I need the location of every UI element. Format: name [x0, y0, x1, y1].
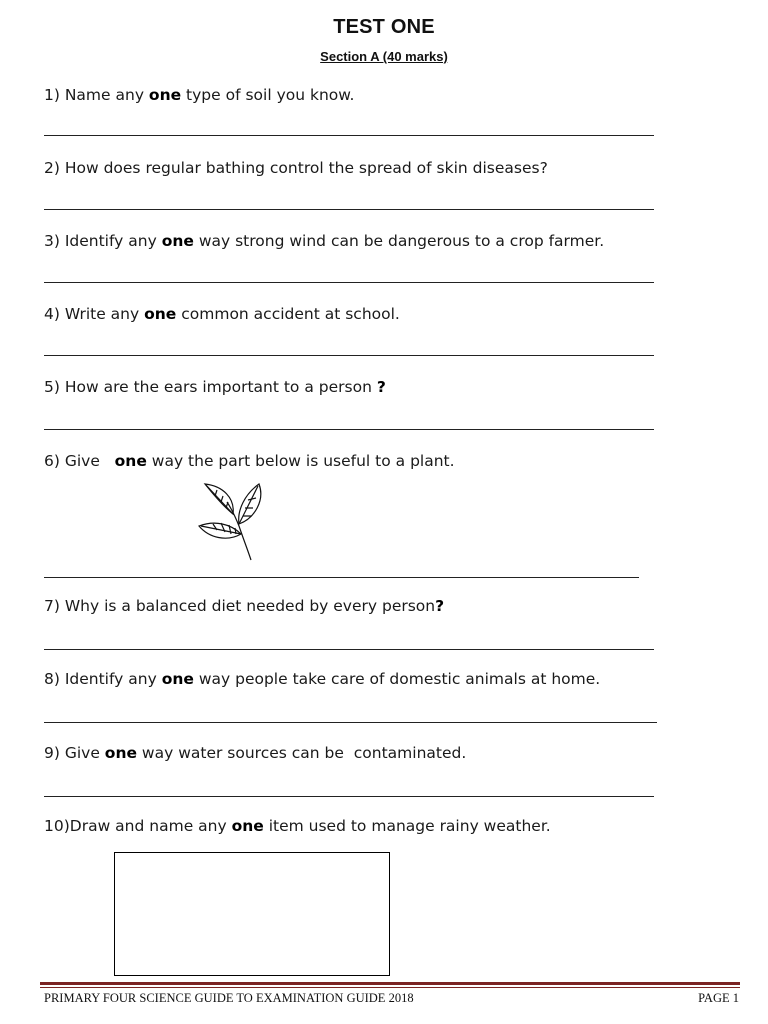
- question-text: 2) How does regular bathing control the spread of skin diseases?: [44, 159, 548, 177]
- question-emphasis: one: [114, 452, 147, 470]
- answer-line-3[interactable]: [44, 282, 654, 283]
- question-emphasis: one: [148, 86, 182, 104]
- question-text: 10)Draw and name any: [44, 817, 232, 835]
- question-9: [44, 744, 466, 762]
- footer-title: PRIMARY FOUR SCIENCE GUIDE TO EXAMINATION GUIDE 2018: [44, 991, 414, 1005]
- leaf-icon: [193, 480, 273, 562]
- question-emphasis: ?: [376, 378, 386, 396]
- question-8: [44, 670, 600, 688]
- answer-line-2[interactable]: [44, 209, 654, 210]
- answer-line-6[interactable]: [44, 577, 639, 578]
- question-1: [44, 86, 354, 104]
- page-number: PAGE 1: [698, 991, 739, 1005]
- question-text: 3) Identify any: [44, 232, 162, 250]
- question-text: 1) Name any: [44, 86, 149, 104]
- question-5: [44, 378, 386, 396]
- question-2: [44, 159, 548, 177]
- question-7: [44, 597, 444, 615]
- question-emphasis: one: [161, 232, 194, 250]
- page-title: TEST ONE: [333, 16, 435, 38]
- answer-line-7[interactable]: [44, 649, 654, 650]
- question-emphasis: one: [161, 670, 194, 688]
- question-emphasis: one: [104, 744, 137, 762]
- answer-line-9[interactable]: [44, 796, 654, 797]
- answer-line-4[interactable]: [44, 355, 654, 356]
- question-emphasis: one: [231, 817, 264, 835]
- section-heading: Section A (40 marks): [320, 49, 448, 64]
- question-text: 6) Give: [44, 452, 115, 470]
- question-text: type of soil you know.: [181, 86, 355, 104]
- question-text: way strong wind can be dangerous to a crop farmer.: [193, 232, 605, 250]
- question-text: 5) How are the ears important to a person: [44, 378, 377, 396]
- answer-line-8[interactable]: [44, 722, 657, 723]
- answer-line-1[interactable]: [44, 135, 654, 136]
- question-text: 9) Give: [44, 744, 105, 762]
- question-text: 4) Write any: [44, 305, 145, 323]
- question-text: 7) Why is a balanced diet needed by every person: [44, 597, 436, 615]
- question-text: way the part below is useful to a plant.: [146, 452, 455, 470]
- answer-line-5[interactable]: [44, 429, 654, 430]
- question-text: item used to manage rainy weather.: [263, 817, 551, 835]
- drawing-box[interactable]: [114, 852, 390, 976]
- question-3: [44, 232, 604, 250]
- question-emphasis: ?: [435, 597, 445, 615]
- footer-rule-thin: [40, 987, 740, 988]
- question-text: common accident at school.: [176, 305, 400, 323]
- question-text: 8) Identify any: [44, 670, 162, 688]
- question-4: [44, 305, 400, 323]
- footer-rule: [40, 982, 740, 985]
- question-emphasis: one: [144, 305, 177, 323]
- question-10: [44, 817, 551, 835]
- question-text: way water sources can be contaminated.: [137, 744, 467, 762]
- question-text: way people take care of domestic animals at home.: [193, 670, 601, 688]
- question-6: [44, 452, 455, 470]
